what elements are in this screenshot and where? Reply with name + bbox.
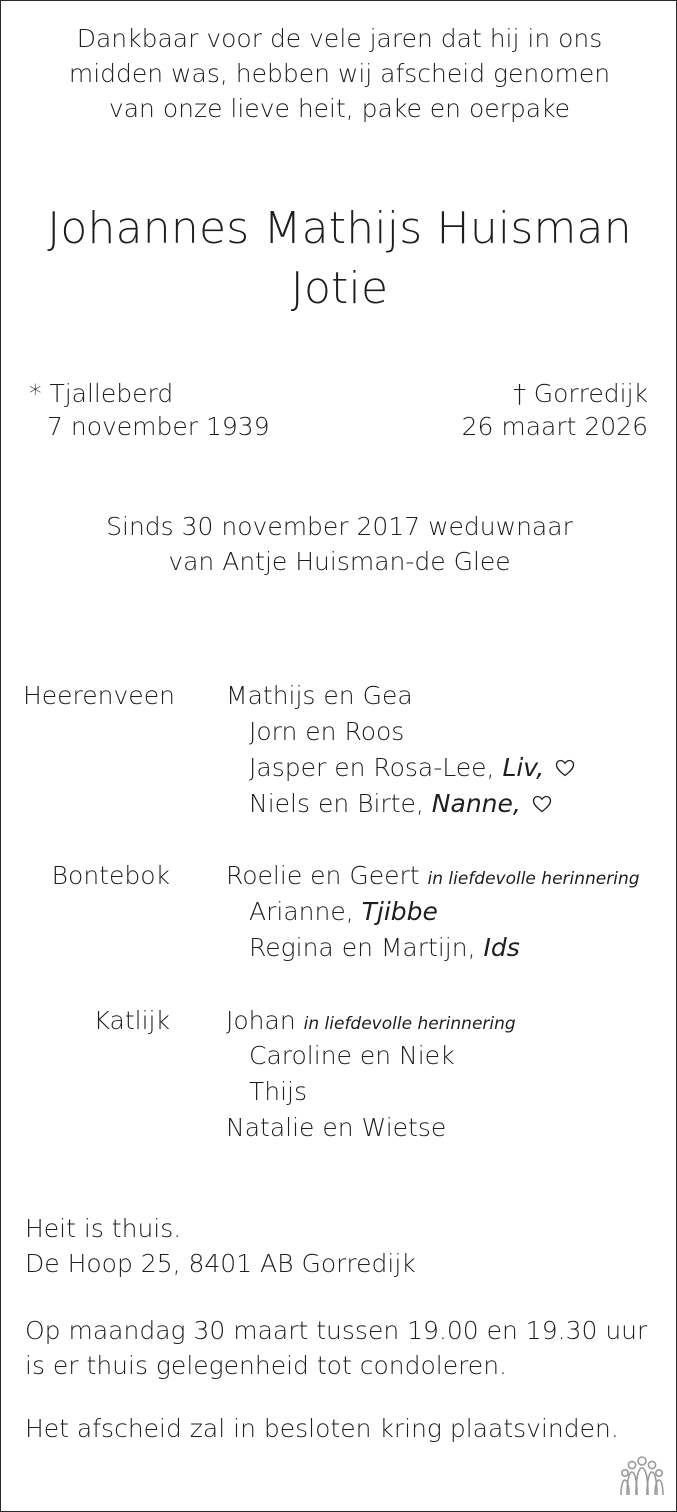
family-parent-heerenveen: Mathijs en Gea xyxy=(226,681,413,710)
family-grandchild-liv: Liv, xyxy=(502,753,545,782)
family-child-arianne xyxy=(249,897,438,926)
birth-info xyxy=(29,377,270,443)
home-address: De Hoop 25, 8401 AB Gorredijk xyxy=(25,1249,416,1278)
home-address-block xyxy=(25,1211,416,1281)
people-group-logo-icon xyxy=(619,1455,665,1497)
family-child-caroline: Caroline en Niek xyxy=(249,1041,455,1070)
death-info xyxy=(462,377,648,443)
widower-line-2: van Antje Huisman-de Glee xyxy=(168,547,511,576)
widower-text xyxy=(1,509,677,579)
condolence-block xyxy=(25,1313,647,1383)
family-child-niels xyxy=(249,789,552,818)
condolence-line-2: is er thuis gelegenheid tot condoleren. xyxy=(25,1351,507,1380)
family-parent-katlijk xyxy=(226,1006,516,1035)
family-child-regina-name: Regina en Martijn, xyxy=(249,933,476,962)
family-parent-natalie: Natalie en Wietse xyxy=(226,1113,447,1142)
family-child-arianne-name: Arianne, xyxy=(249,897,354,926)
home-line-1: Heit is thuis. xyxy=(25,1214,182,1243)
in-memory-note: in liefdevolle herinnering xyxy=(427,869,640,889)
deceased-nickname: Jotie xyxy=(290,263,389,314)
farewell-text: Het afscheid zal in besloten kring plaatsvinden. xyxy=(25,1414,619,1443)
family-place-katlijk: Katlijk xyxy=(93,1006,170,1035)
family-child-regina xyxy=(249,933,520,962)
family-child-thijs: Thijs xyxy=(249,1077,308,1106)
deceased-full-name: Johannes Mathijs Huisman xyxy=(47,203,632,254)
deceased-name-block xyxy=(1,199,677,319)
intro-text xyxy=(1,21,677,126)
birth-place: * Tjalleberd xyxy=(29,379,174,408)
family-grandchild-ids: Ids xyxy=(483,933,520,962)
birth-date: 7 november 1939 xyxy=(47,412,270,441)
heart-icon xyxy=(555,759,575,777)
heart-icon xyxy=(532,795,552,813)
family-parent-johan: Johan xyxy=(226,1006,296,1035)
family-place-bontebok: Bontebok xyxy=(51,861,170,890)
family-grandchild-tjibbe: Tjibbe xyxy=(361,897,438,926)
family-parent-bontebok xyxy=(226,861,640,890)
family-child-jorn: Jorn en Roos xyxy=(249,717,405,746)
intro-line-2: midden was, hebben wij afscheid genomen xyxy=(68,59,611,88)
in-memory-note: in liefdevolle herinnering xyxy=(303,1014,516,1034)
death-place: † Gorredijk xyxy=(513,379,648,408)
family-child-jasper-name: Jasper en Rosa-Lee, xyxy=(249,753,495,782)
intro-line-3: van onze lieve heit, pake en oerpake xyxy=(108,94,571,123)
death-date: 26 maart 2026 xyxy=(461,412,648,441)
family-grandchild-nanne: Nanne, xyxy=(431,789,521,818)
intro-line-1: Dankbaar voor de vele jaren dat hij in ons xyxy=(76,24,603,53)
condolence-line-1: Op maandag 30 maart tussen 19.00 en 19.30 uur xyxy=(25,1316,648,1345)
family-parent-roelie: Roelie en Geert xyxy=(226,861,420,890)
family-place-heerenveen: Heerenveen xyxy=(23,681,175,710)
family-child-niels-name: Niels en Birte, xyxy=(249,789,424,818)
family-child-jasper xyxy=(249,753,575,782)
widower-line-1: Sinds 30 november 2017 weduwnaar xyxy=(106,512,573,541)
